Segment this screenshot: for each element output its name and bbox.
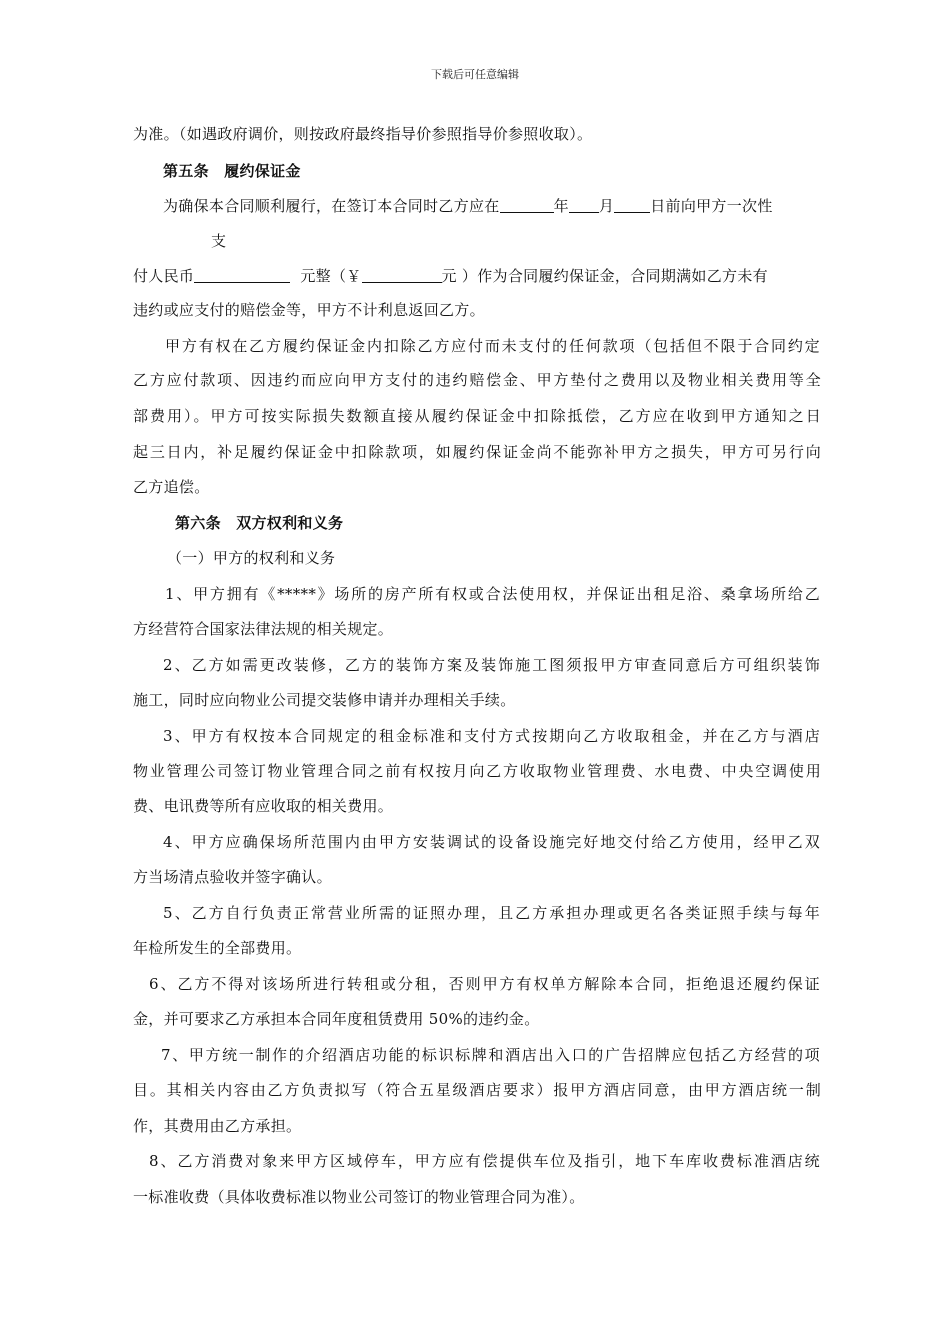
item-5-line-1: 5、乙方自行负责正常营业所需的证照办理，且乙方承担办理或更名各类证照手续与每年 (163, 904, 820, 922)
item-1-line-1: 1、甲方拥有《*****》场所的房产所有权或合法使用权，并保证出租足浴、桑拿场所给乙 (165, 585, 820, 603)
item-2-line-1: 2、乙方如需更改装修，乙方的装饰方案及装饰施工图须报甲方审查同意后方可组织装饰 (163, 656, 820, 674)
paragraph-continuation: 为准。（如遇政府调价，则按政府最终指导价参照指导价参照收取）。 (133, 125, 593, 143)
item-8-line-2: 一标准收费（具体收费标准以物业公司签订的物业管理合同为准）。 (133, 1188, 585, 1206)
amount-words-blank (194, 266, 290, 283)
item-3-line-1: 3、甲方有权按本合同规定的租金标准和支付方式按期向乙方收取租金，并在乙方与酒店 (163, 727, 820, 745)
item-3-line-2: 物业管理公司签订物业管理合同之前有权按月向乙方收取物业管理费、水电费、中央空调使用 (133, 762, 821, 780)
article-6-title: 第六条 双方权利和义务 (175, 514, 344, 532)
article-5-para-2-line-3: 部费用）。甲方可按实际损失数额直接从履约保证金中扣除抵偿，乙方应在收到甲方通知之日 (133, 407, 821, 425)
deposit-line-4: 违约或应支付的赔偿金等，甲方不计利息返回乙方。 (133, 301, 485, 319)
page-header: 下载后可任意编辑 (431, 68, 519, 81)
deposit-line-2: 支 (211, 232, 227, 250)
day-blank (614, 196, 650, 213)
amount-figures-blank (362, 266, 442, 283)
year-blank (500, 196, 554, 213)
item-5-line-2: 年检所发生的全部费用。 (133, 939, 302, 957)
item-4-line-2: 方当场清点验收并签字确认。 (133, 868, 332, 886)
article-5-para-2-line-5: 乙方追偿。 (133, 478, 210, 496)
article-5-para-2-line-1: 甲方有权在乙方履约保证金内扣除乙方应付而未支付的任何款项（包括但不限于合同约定 (165, 337, 820, 355)
item-2-line-2: 施工，同时应向物业公司提交装修申请并办理相关手续。 (133, 691, 516, 709)
month-blank (569, 196, 599, 213)
item-7-line-1: 7、甲方统一制作的介绍酒店功能的标识标牌和酒店出入口的广告招牌应包括乙方经营的项 (161, 1046, 820, 1064)
item-4-line-1: 4、甲方应确保场所范围内由甲方安装调试的设备设施完好地交付给乙方使用，经甲乙双 (163, 833, 820, 851)
article-5-para-2-line-4: 起三日内，补足履约保证金中扣除款项，如履约保证金尚不能弥补甲方之损失，甲方可另行向 (133, 443, 821, 461)
item-8-line-1: 8、乙方消费对象来甲方区域停车，甲方应有偿提供车位及指引，地下车库收费标准酒店统 (149, 1152, 820, 1170)
item-6-line-1: 6、乙方不得对该场所进行转租或分租，否则甲方有权单方解除本合同，拒绝退还履约保证 (149, 975, 820, 993)
item-1-line-2: 方经营符合国家法律法规的相关规定。 (133, 620, 394, 638)
deposit-amount-line: 付人民币 元整（￥ 元 ）作为合同履约保证金，合同期满如乙方未有 (133, 267, 768, 285)
item-6-line-2: 金，并可要求乙方承担本合同年度租赁费用 50%的违约金。 (133, 1010, 540, 1028)
item-7-line-3: 作，其费用由乙方承担。 (133, 1117, 302, 1135)
item-3-line-3: 费、电讯费等所有应收取的相关费用。 (133, 797, 394, 815)
article-5-title: 第五条 履约保证金 (163, 162, 301, 180)
article-5-para-2-line-2: 乙方应付款项、因违约而应向甲方支付的违约赔偿金、甲方垫付之费用以及物业相关费用等全 (133, 371, 821, 389)
item-7-line-2: 目。其相关内容由乙方负责拟写（符合五星级酒店要求）报甲方酒店同意，由甲方酒店统一制 (133, 1081, 821, 1099)
deposit-date-line: 为确保本合同顺利履行，在签订本合同时乙方应在 年 月 日前向甲方一次性 (163, 197, 773, 215)
article-6-subsection-1: （一）甲方的权利和义务 (167, 549, 336, 567)
